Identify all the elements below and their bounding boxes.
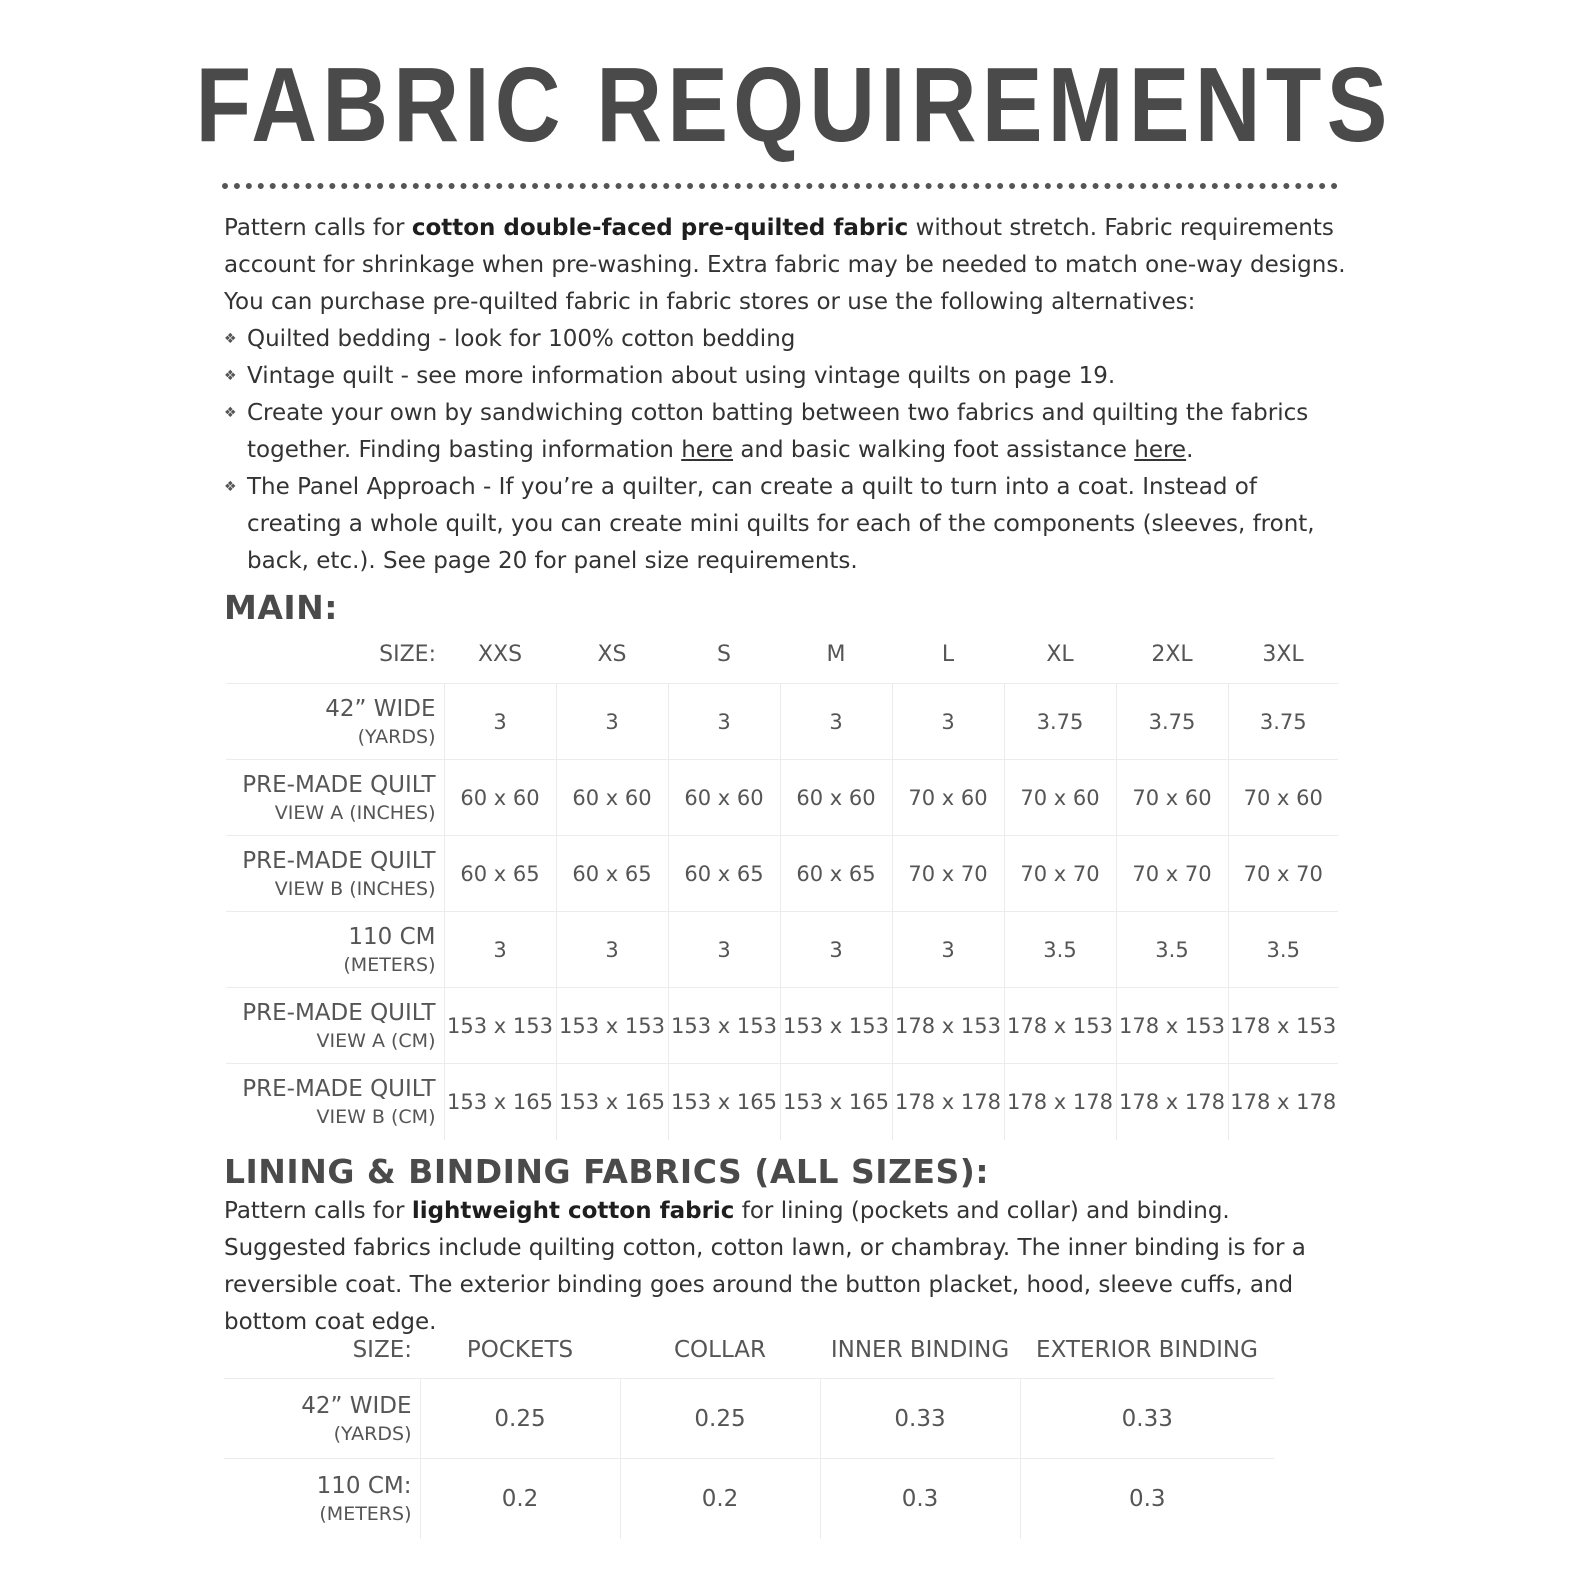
table-cell: 0.2 [620,1459,820,1539]
table-cell: 70 x 70 [1116,836,1228,912]
table-cell: 60 x 65 [668,836,780,912]
table-cell: 0.3 [1020,1459,1274,1539]
table-cell: 3.5 [1116,912,1228,988]
size-label: SIZE: [379,641,436,667]
row-label: PRE-MADE QUILT VIEW B (INCHES) [226,836,444,912]
list-item [224,395,1354,469]
table-row [226,836,1338,912]
table-cell: 0.3 [820,1459,1020,1539]
table-cell: 178 x 153 [1004,988,1116,1064]
size-header: XL [1046,641,1074,667]
lining-heading: LINING & BINDING FABRICS (ALL SIZES): [224,1152,990,1191]
lining-bold-text: lightweight cotton fabric [411,1198,735,1224]
list-item [224,469,1354,580]
intro-paragraph [224,210,1354,321]
table-cell: 3 [556,912,668,988]
table-cell: 3 [780,684,892,760]
table-row [226,988,1338,1064]
bullet-text: The Panel Approach - If you’re a quilter, can create a quilt to turn into a coat. Instead of creating a whole quilt, you can create mini quilts for each of the components (sleeves, front, back, etc.). See page 20 for panel size requirements. [247,474,1315,574]
table-cell: 178 x 178 [1116,1064,1228,1140]
bullet-text: Quilted bedding - look for 100% cotton bedding [247,326,796,352]
walking-foot-link[interactable]: here [1134,437,1187,463]
table-cell: 70 x 60 [1116,760,1228,836]
row-label: 110 CM (METERS) [226,912,444,988]
table-cell: 153 x 165 [444,1064,556,1140]
table-cell: 70 x 60 [1004,760,1116,836]
list-item [224,358,1354,395]
column-header: COLLAR [673,1337,767,1363]
lining-text-a: Pattern calls for [224,1198,412,1224]
table-row [224,1459,1274,1539]
size-header: 3XL [1262,641,1304,667]
row-label: PRE-MADE QUILT VIEW B (CM) [226,1064,444,1140]
basting-info-link[interactable]: here [681,437,734,463]
alternatives-list [224,321,1354,580]
diamond-bullet-icon: ❖ [224,368,237,384]
row-label: PRE-MADE QUILT VIEW A (CM) [226,988,444,1064]
table-cell: 0.25 [420,1379,620,1459]
table-cell: 153 x 153 [444,988,556,1064]
table-cell: 60 x 60 [556,760,668,836]
lining-fabric-table [224,1322,1274,1539]
table-cell: 3 [556,684,668,760]
table-cell: 70 x 70 [1228,836,1338,912]
table-cell: 0.2 [420,1459,620,1539]
row-label: 110 CM: (METERS) [224,1459,420,1539]
table-cell: 70 x 70 [892,836,1004,912]
main-heading: MAIN: [224,588,338,627]
column-header: INNER BINDING [830,1337,1010,1363]
intro-text-b: without stretch. Fabric requirements account for shrinkage when pre-washing. Extra fabric may be needed to match one-way designs. You can purchase pre-quilted fabric in fabric stores or use the following alternatives: [224,215,1346,315]
table-cell: 153 x 153 [556,988,668,1064]
table-cell: 178 x 153 [1116,988,1228,1064]
table-cell: 3.5 [1228,912,1338,988]
table-cell: 3 [668,684,780,760]
table-cell: 178 x 178 [892,1064,1004,1140]
size-header: S [717,641,731,667]
bullet-text: Vintage quilt - see more information about using vintage quilts on page 19. [247,363,1116,389]
row-label: 42” WIDE (YARDS) [224,1379,420,1459]
table-cell: 3 [444,684,556,760]
table-cell: 70 x 60 [892,760,1004,836]
lining-paragraph [224,1193,1354,1341]
diamond-bullet-icon: ❖ [224,479,237,495]
table-cell: 3.75 [1228,684,1338,760]
table-cell: 153 x 153 [780,988,892,1064]
table-cell: 178 x 153 [892,988,1004,1064]
dotted-divider [222,183,1338,189]
diamond-bullet-icon: ❖ [224,405,237,421]
table-cell: 70 x 70 [1004,836,1116,912]
size-header: L [941,641,955,667]
table-cell: 178 x 178 [1228,1064,1338,1140]
table-row [226,1064,1338,1140]
table-cell: 3.75 [1116,684,1228,760]
table-row [224,1379,1274,1459]
table-cell: 0.33 [820,1379,1020,1459]
table-cell: 0.33 [1020,1379,1274,1459]
size-label: SIZE: [352,1337,412,1363]
table-cell: 153 x 153 [668,988,780,1064]
table-cell: 153 x 165 [668,1064,780,1140]
size-header: M [826,641,846,667]
table-cell: 3 [892,684,1004,760]
table-cell: 3 [892,912,1004,988]
main-fabric-table [226,625,1338,1140]
table-cell: 60 x 60 [780,760,892,836]
table-cell: 153 x 165 [780,1064,892,1140]
row-label: PRE-MADE QUILT VIEW A (INCHES) [226,760,444,836]
table-cell: 3 [668,912,780,988]
list-item [224,321,1354,358]
table-row [226,912,1338,988]
table-cell: 3.75 [1004,684,1116,760]
table-cell: 178 x 178 [1004,1064,1116,1140]
table-cell: 60 x 60 [668,760,780,836]
size-header: XXS [477,641,523,667]
table-cell: 153 x 165 [556,1064,668,1140]
table-cell: 60 x 65 [556,836,668,912]
page-title: FABRIC REQUIREMENTS [195,46,1393,164]
table-cell: 60 x 65 [444,836,556,912]
intro-bold-text: cotton double-faced pre-quilted fabric [411,215,909,241]
table-cell: 3.5 [1004,912,1116,988]
bullet-text: . [1186,437,1194,463]
bullet-text: Create your own by sandwiching cotton batting between two fabrics and quilting the fabrics together. Finding basting information [247,400,1309,463]
table-cell: 0.25 [620,1379,820,1459]
table-cell: 3 [780,912,892,988]
column-header: EXTERIOR BINDING [1036,1337,1258,1363]
diamond-bullet-icon: ❖ [224,331,237,347]
table-cell: 60 x 60 [444,760,556,836]
size-header: XS [597,641,627,667]
table-header-row [226,625,1338,684]
intro-section [224,210,1354,580]
table-cell: 3 [444,912,556,988]
table-cell: 70 x 60 [1228,760,1338,836]
bullet-text: and basic walking foot assistance [733,437,1135,463]
intro-text-a: Pattern calls for [224,215,412,241]
row-label: 42” WIDE (YARDS) [226,684,444,760]
table-cell: 60 x 65 [780,836,892,912]
lining-text-b: for lining (pockets and collar) and binding. Suggested fabrics include quilting cotton, cotton lawn, or chambray. The inner binding is for a reversible coat. The exterior binding goes around the button placket, hood, sleeve cuffs, and bottom coat edge. [224,1198,1306,1335]
table-cell: 178 x 153 [1228,988,1338,1064]
table-row [226,684,1338,760]
column-header: POCKETS [466,1337,574,1363]
table-row [226,760,1338,836]
size-header: 2XL [1151,641,1193,667]
table-header-row [224,1322,1274,1379]
